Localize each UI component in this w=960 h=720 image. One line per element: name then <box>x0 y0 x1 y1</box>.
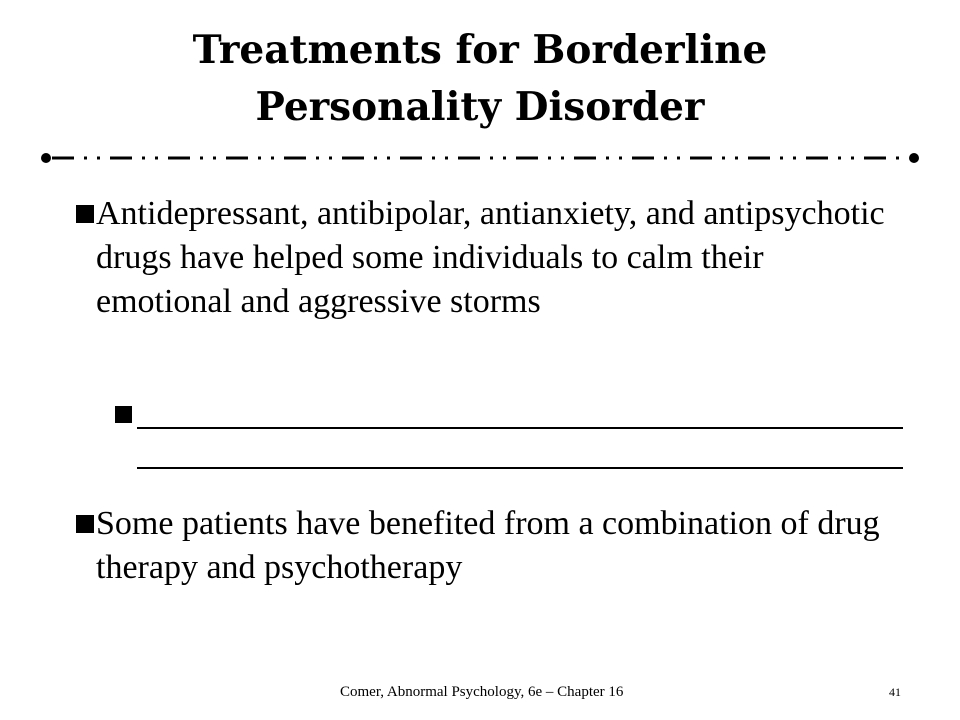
bullet-square-icon <box>76 515 94 533</box>
sub-bullet-square-icon <box>115 406 132 423</box>
slide-title-line-2: Personality Disorder <box>255 84 705 130</box>
bullet-item-1 <box>76 192 896 324</box>
bullet-square-icon <box>76 205 94 223</box>
slide-title-line-1: Treatments for Borderline <box>192 27 768 73</box>
divider-right-dot <box>909 153 919 163</box>
slide-footer: Comer, Abnormal Psychology, 6e – Chapter 16 <box>340 684 624 700</box>
blank-line-1 <box>137 427 903 429</box>
page-number: 41 <box>889 685 901 699</box>
divider-left-dot <box>41 153 51 163</box>
bullet-text-1: Antidepressant, antibipolar, antianxiety, and antipsychotic drugs have helped some individuals to calm their emotional and aggressive storms <box>96 195 885 320</box>
title-divider <box>38 148 922 168</box>
bullet-text-2: Some patients have benefited from a combination of drug therapy and psychotherapy <box>96 505 880 586</box>
blank-line-2 <box>137 467 903 469</box>
slide-title <box>60 22 900 136</box>
bullet-item-2 <box>76 502 916 590</box>
